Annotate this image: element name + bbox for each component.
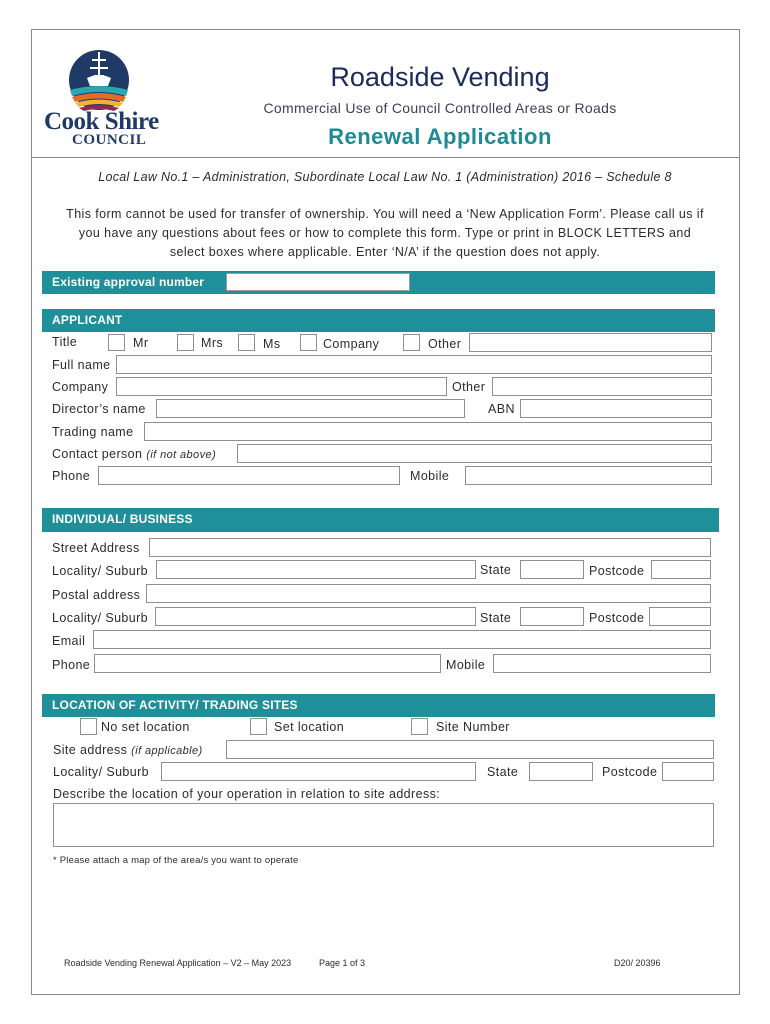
- postal-locality-label: Locality/ Suburb: [52, 611, 149, 625]
- site-postcode-input[interactable]: [662, 762, 714, 781]
- street-address-input[interactable]: [149, 538, 711, 557]
- title-ms-checkbox[interactable]: [238, 334, 255, 351]
- abn-input[interactable]: [520, 399, 712, 418]
- contact-person-label: [52, 447, 216, 461]
- header-divider: [31, 157, 740, 158]
- location-section-header: LOCATION OF ACTIVITY/ TRADING SITES: [42, 694, 715, 717]
- directors-name-input[interactable]: [156, 399, 465, 418]
- state-input[interactable]: [520, 560, 584, 579]
- postal-postcode-label: Postcode: [589, 611, 645, 625]
- mobile-input[interactable]: [465, 466, 712, 485]
- postcode-input[interactable]: [651, 560, 711, 579]
- site-address-note: (if applicable): [131, 745, 203, 757]
- phone-label: Phone: [52, 469, 91, 483]
- contact-person-text: Contact person: [52, 447, 143, 461]
- contact-person-input[interactable]: [237, 444, 712, 463]
- set-location-checkbox[interactable]: [250, 718, 267, 735]
- postal-state-input[interactable]: [520, 607, 584, 626]
- site-number-checkbox[interactable]: [411, 718, 428, 735]
- title-mrs-label: Mrs: [201, 336, 224, 350]
- street-address-label: Street Address: [52, 541, 140, 555]
- abn-label: ABN: [488, 402, 515, 416]
- directors-name-label: Director’s name: [52, 402, 146, 416]
- map-note: * Please attach a map of the area/s you want to operate: [53, 855, 299, 866]
- trading-name-input[interactable]: [144, 422, 712, 441]
- locality-input[interactable]: [156, 560, 476, 579]
- state-label: State: [480, 563, 512, 577]
- footer-page-number: Page 1 of 3: [319, 958, 366, 968]
- no-set-location-checkbox[interactable]: [80, 718, 97, 735]
- describe-location-textarea[interactable]: [53, 803, 714, 847]
- title-other-input[interactable]: [469, 333, 712, 352]
- business-phone-input[interactable]: [94, 654, 441, 673]
- describe-location-label: Describe the location of your operation in relation to site address:: [53, 787, 441, 801]
- title-other-checkbox[interactable]: [403, 334, 420, 351]
- intro-text: This form cannot be used for transfer of ownership. You will need a ‘New Application Form’. Please call us if you have any questions about fees or how to complete this form. Type or print in BLOCK LETTERS and select boxes where applicable. Enter ‘N/A’ if the question does not apply.: [66, 207, 704, 259]
- title-label: Title: [52, 335, 78, 349]
- contact-person-note: (if not above): [146, 449, 217, 461]
- site-address-input[interactable]: [226, 740, 714, 759]
- existing-approval-input[interactable]: [226, 273, 410, 291]
- form-type-heading: Renewal Application: [328, 124, 552, 149]
- site-address-label: [53, 743, 203, 757]
- full-name-input[interactable]: [116, 355, 712, 374]
- postal-address-input[interactable]: [146, 584, 711, 603]
- postcode-label: Postcode: [589, 564, 645, 578]
- title-mrs-checkbox[interactable]: [177, 334, 194, 351]
- postal-postcode-input[interactable]: [649, 607, 711, 626]
- title-mr-label: Mr: [133, 336, 149, 350]
- mobile-label: Mobile: [410, 469, 450, 483]
- site-number-label: Site Number: [436, 720, 510, 734]
- footer-reference: D20/ 20396: [614, 958, 661, 968]
- company-label: Company: [52, 380, 109, 394]
- title-company-checkbox[interactable]: [300, 334, 317, 351]
- site-postcode-label: Postcode: [602, 765, 658, 779]
- logo-subtext: COUNCIL: [72, 132, 147, 148]
- email-input[interactable]: [93, 630, 711, 649]
- law-reference: Local Law No.1 – Administration, Subordinate Local Law No. 1 (Administration) 2016 – Schedule 8: [98, 170, 672, 184]
- page-title: Roadside Vending: [330, 62, 550, 92]
- business-mobile-label: Mobile: [446, 658, 486, 672]
- logo-wordmark: Cook Shire: [44, 108, 159, 135]
- postal-address-label: Postal address: [52, 588, 141, 602]
- email-label: Email: [52, 634, 86, 648]
- site-state-label: State: [487, 765, 519, 779]
- full-name-label: Full name: [52, 358, 111, 372]
- page-subtitle: Commercial Use of Council Controlled Areas or Roads: [263, 100, 617, 116]
- company-other-input[interactable]: [492, 377, 712, 396]
- title-ms-label: Ms: [263, 337, 281, 351]
- existing-approval-label: Existing approval number: [52, 275, 205, 289]
- site-locality-label: Locality/ Suburb: [53, 765, 150, 779]
- business-mobile-input[interactable]: [493, 654, 711, 673]
- title-other-label: Other: [428, 337, 462, 351]
- business-section-header: INDIVIDUAL/ BUSINESS: [42, 508, 719, 532]
- trading-name-label: Trading name: [52, 425, 134, 439]
- title-company-label: Company: [323, 337, 380, 351]
- company-other-label: Other: [452, 380, 486, 394]
- site-address-text: Site address: [53, 743, 128, 757]
- company-input[interactable]: [116, 377, 447, 396]
- postal-state-label: State: [480, 611, 512, 625]
- business-phone-label: Phone: [52, 658, 91, 672]
- postal-locality-input[interactable]: [155, 607, 476, 626]
- site-locality-input[interactable]: [161, 762, 476, 781]
- site-state-input[interactable]: [529, 762, 593, 781]
- locality-label: Locality/ Suburb: [52, 564, 149, 578]
- no-set-location-label: No set location: [101, 720, 190, 734]
- set-location-label: Set location: [274, 720, 345, 734]
- footer-document: Roadside Vending Renewal Application – V2 – May 2023: [64, 958, 292, 968]
- title-mr-checkbox[interactable]: [108, 334, 125, 351]
- phone-input[interactable]: [98, 466, 400, 485]
- applicant-section-header: APPLICANT: [42, 309, 715, 332]
